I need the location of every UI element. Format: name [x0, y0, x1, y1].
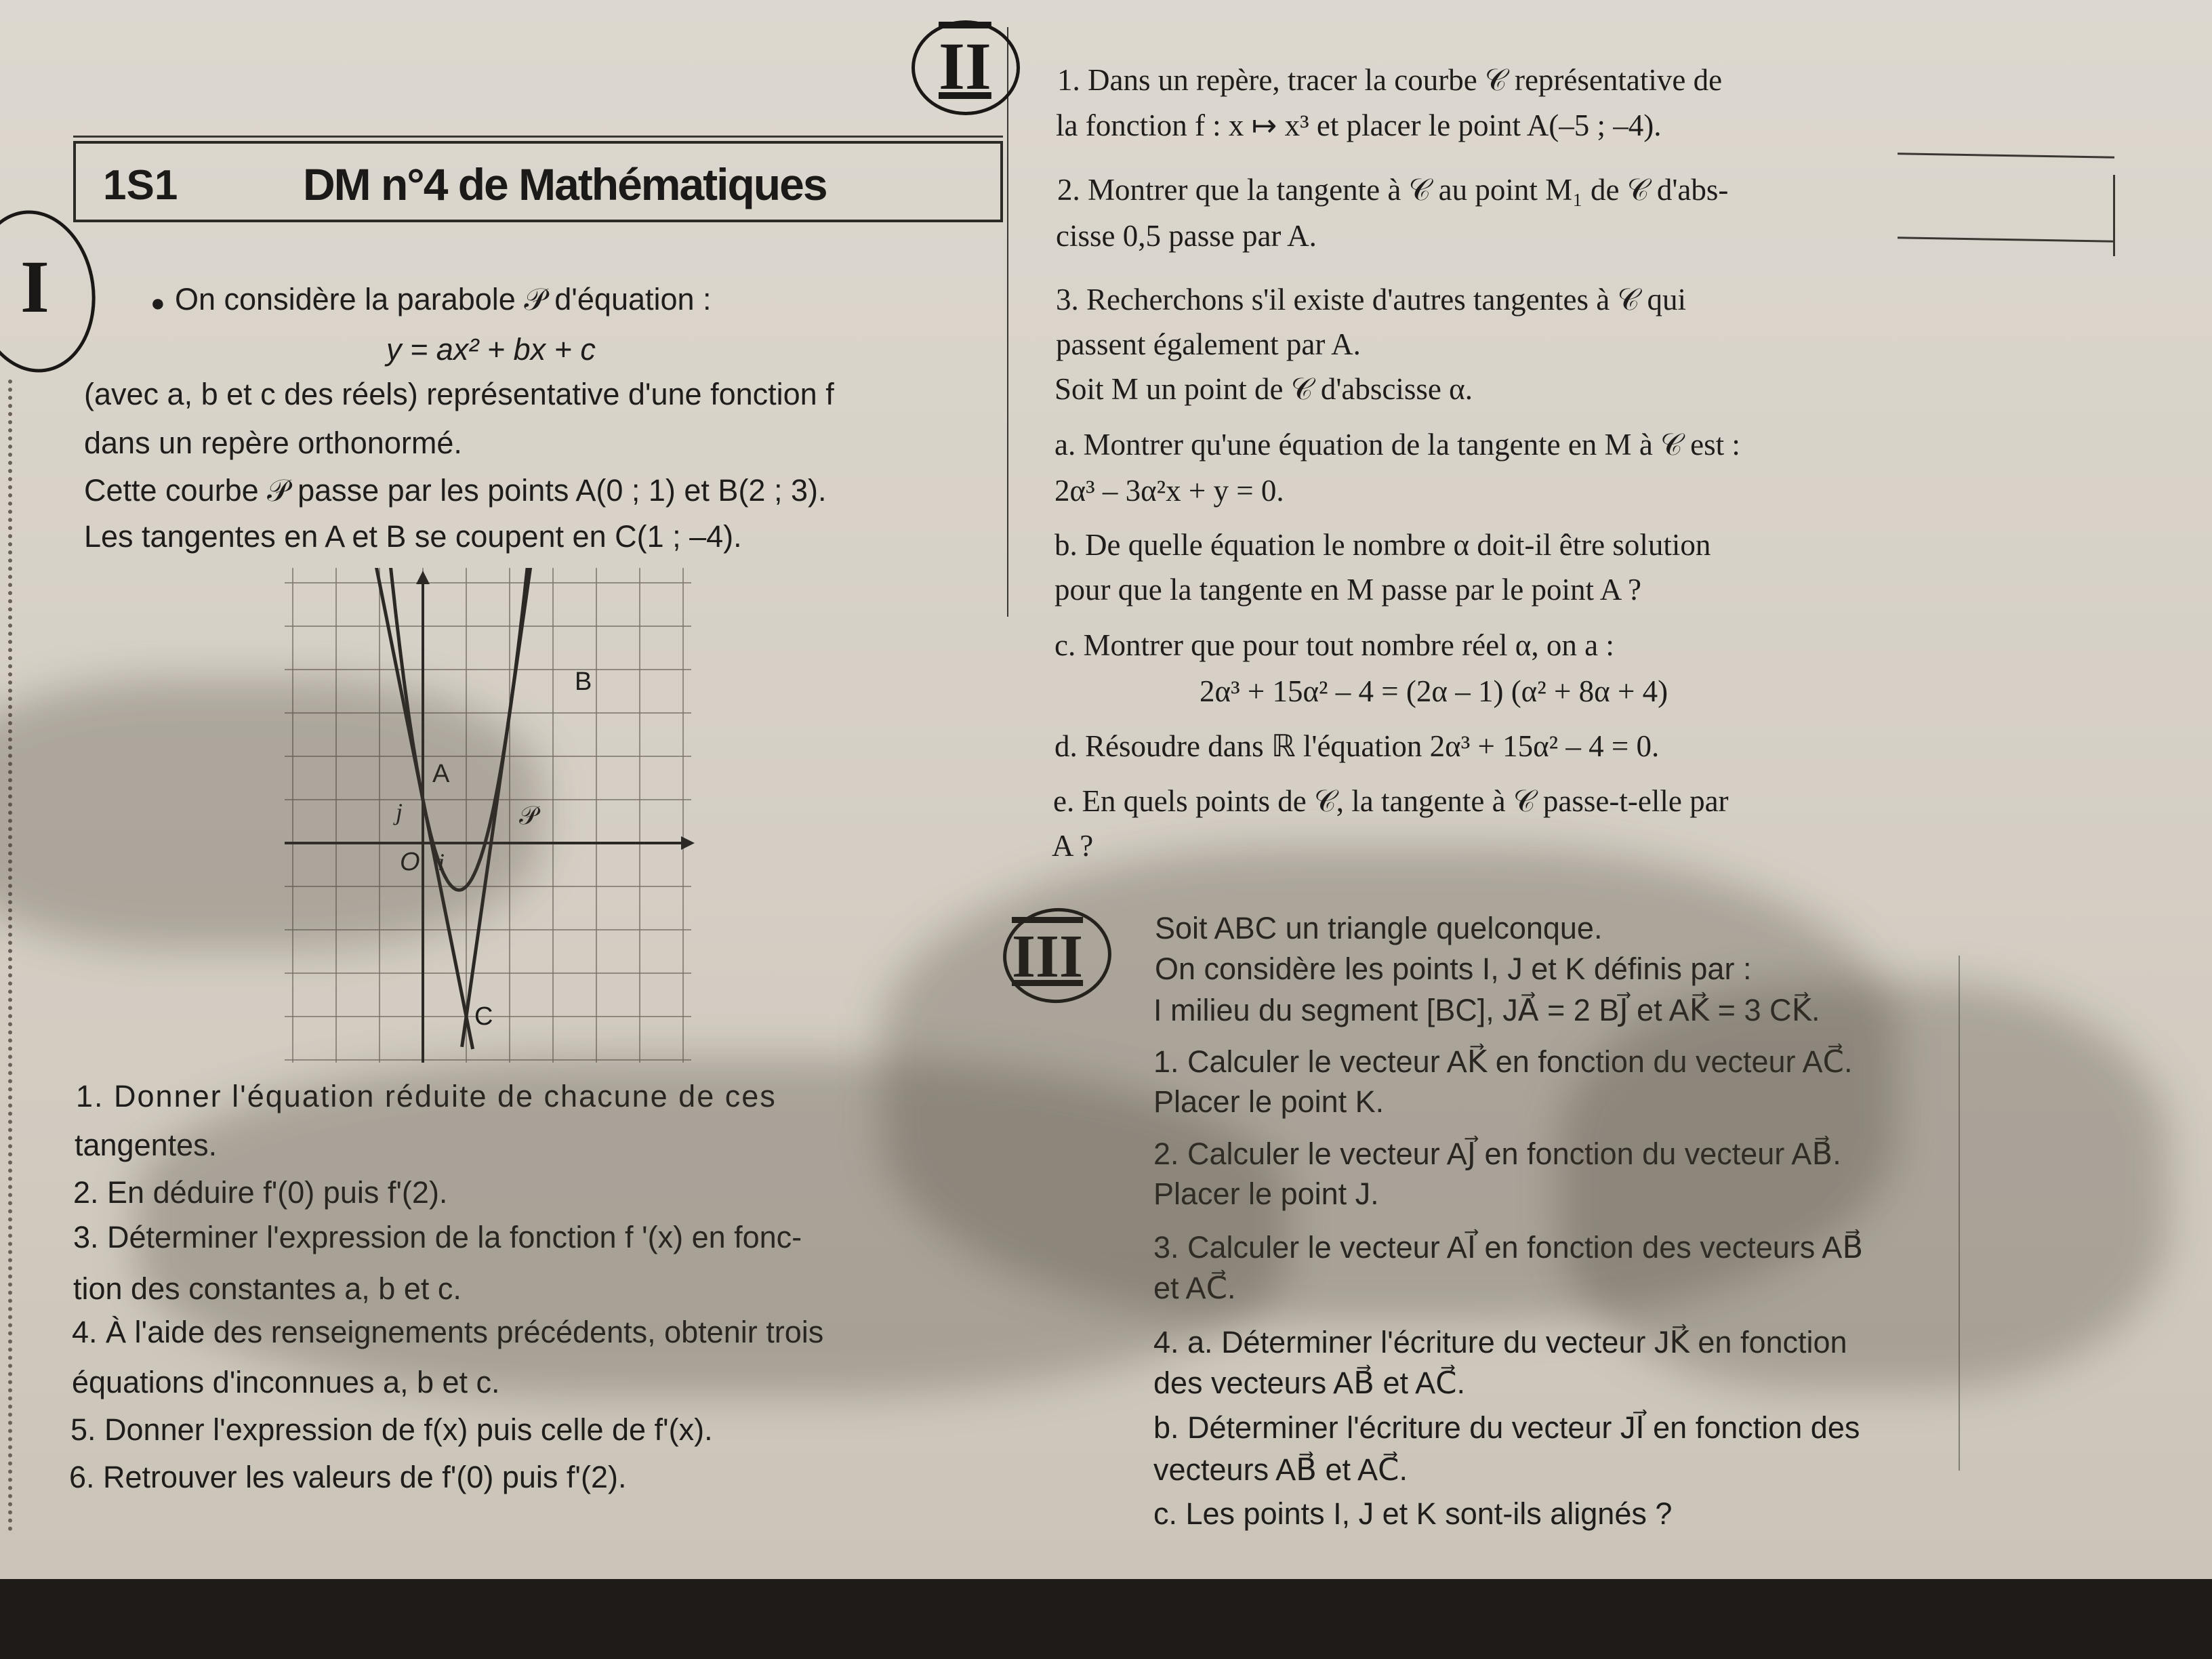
ex1-q3-line2: tion des constantes a, b et c. — [73, 1271, 462, 1306]
bullet-icon: ● — [150, 289, 165, 316]
ex3-line-7: Placer le point J. — [1153, 1176, 1379, 1211]
right-box-side — [2113, 175, 2115, 256]
ex2-line-10: b. De quelle équation le nombre α doit-il être solution — [1054, 528, 1711, 562]
header-box — [73, 141, 1003, 222]
ex3-line-12: b. Déterminer l'écriture du vecteur JI⃗ en fonction des — [1153, 1410, 1860, 1445]
ex2-line-16: A ? — [1052, 829, 1094, 863]
ex1-equation: y = ax² + bx + c — [386, 332, 596, 367]
ex2-line-5: 3. Recherchons s'il existe d'autres tangentes à 𝒞 qui — [1056, 283, 1687, 316]
ex1-intro-4: Cette courbe 𝒫 passe par les points A(0 ; 1) et B(2 ; 3). — [84, 473, 827, 508]
ex1-q2: 2. En déduire f'(0) puis f'(2). — [73, 1175, 448, 1210]
left-margin-dots — [8, 380, 12, 1532]
exercise-2-mark-label: II — [939, 28, 991, 104]
label-i: i — [438, 848, 445, 876]
ex1-q1-line2: tangentes. — [75, 1128, 218, 1162]
ex3-line-13: vecteurs AB⃗ et AC⃗. — [1153, 1452, 1408, 1487]
exercise-3-mark-label: III — [1012, 923, 1084, 990]
ex1-q6: 6. Retrouver les valeurs de f'(0) puis f'(2). — [69, 1460, 627, 1494]
y-axis-arrow — [416, 571, 430, 584]
x-axis-arrow — [681, 836, 695, 850]
label-c: C — [474, 1002, 493, 1031]
exercise-1-mark — [0, 203, 106, 381]
exercise-1-mark-label: I — [20, 245, 49, 328]
ex1-q1-line1: 1. Donner l'équation réduite de chacune de ces — [76, 1079, 777, 1113]
ex2-line-11: pour que la tangente en M passe par le point A ? — [1054, 573, 1642, 607]
ex1-q3-line1: 3. Déterminer l'expression de la fonction f '(x) en fonc- — [73, 1220, 802, 1254]
ex1-intro-3: dans un repère orthonormé. — [84, 426, 462, 460]
ex1-q5: 5. Donner l'expression de f(x) puis celle de f'(x). — [70, 1412, 713, 1447]
label-a: A — [432, 760, 450, 788]
ex2-line-3: 2. Montrer que la tangente à 𝒞 au point M₁ de 𝒞 d'abs- — [1057, 173, 1729, 207]
ex1-q4-line1: 4. À l'aide des renseignements précédents, obtenir trois — [72, 1315, 824, 1349]
ex1-intro-2: (avec a, b et c des réels) représentative d'une fonction f — [84, 377, 834, 411]
top-rule — [73, 136, 1003, 138]
ex2-line-9: 2α³ – 3α²x + y = 0. — [1054, 474, 1284, 508]
ex1-intro-1: On considère la parabole 𝒫 d'équation : — [175, 282, 712, 316]
ex3-line-11: des vecteurs AB⃗ et AC⃗. — [1153, 1366, 1466, 1400]
ex3-line-4: 1. Calculer le vecteur AK⃗ en fonction du vecteur AC⃗. — [1153, 1044, 1853, 1079]
page-title: DM n°4 de Mathématiques — [303, 159, 827, 209]
label-b: B — [575, 668, 592, 696]
ex3-line-10: 4. a. Déterminer l'écriture du vecteur JK⃗ en fonction — [1153, 1325, 1847, 1359]
ex3-line-9: et AC⃗. — [1153, 1271, 1236, 1305]
ex2-line-4: cisse 0,5 passe par A. — [1056, 219, 1317, 253]
label-j: j — [396, 798, 403, 825]
ex3-line-8: 3. Calculer le vecteur AI⃗ en fonction des vecteurs AB⃗ — [1153, 1230, 1864, 1265]
class-label: 1S1 — [103, 162, 178, 209]
ex2-line-7: Soit M un point de 𝒞 d'abscisse α. — [1054, 372, 1473, 406]
ex3-line-3: I milieu du segment [BC], JA⃗ = 2 BJ⃗ et AK⃗ = 3 CK⃗. — [1153, 993, 1820, 1027]
ex2-line-6: passent également par A. — [1056, 327, 1361, 361]
ex3-line-5: Placer le point K. — [1153, 1084, 1385, 1119]
label-p: 𝒫 — [519, 802, 538, 830]
hand-shadow-1 — [0, 678, 542, 949]
hand-shadow-4 — [1559, 983, 2169, 1389]
ex2-line-8: a. Montrer qu'une équation de la tangente en M à 𝒞 est : — [1054, 428, 1740, 462]
ex3-line-14: c. Les points I, J et K sont-ils alignés ? — [1153, 1496, 1673, 1531]
column-divider-top — [1007, 27, 1008, 617]
ex2-line-13: 2α³ + 15α² – 4 = (2α – 1) (α² + 8α + 4) — [1200, 674, 1668, 708]
ex2-line-14: d. Résoudre dans ℝ l'équation 2α³ + 15α² – 4 = 0. — [1054, 729, 1660, 763]
ex2-line-1: 1. Dans un repère, tracer la courbe 𝒞 représentative de — [1057, 63, 1723, 97]
ex3-line-6: 2. Calculer le vecteur AJ⃗ en fonction du vecteur AB⃗. — [1153, 1136, 1841, 1171]
ex3-line-2: On considère les points I, J et K définis par : — [1155, 951, 1752, 986]
ex2-line-15: e. En quels points de 𝒞, la tangente à 𝒞 passe-t-elle par — [1053, 784, 1729, 818]
ex2-line-12: c. Montrer que pour tout nombre réel α, on a : — [1054, 628, 1614, 662]
label-o: O — [400, 848, 420, 876]
ex1-q4-line2: équations d'inconnues a, b et c. — [72, 1365, 500, 1399]
ex3-line-1: Soit ABC un triangle quelconque. — [1155, 911, 1603, 945]
ex1-intro-5: Les tangentes en A et B se coupent en C(1 ; –4). — [84, 519, 742, 554]
right-box-bottom — [1898, 237, 2114, 243]
desk-background — [0, 1579, 2212, 1659]
right-box-top — [1898, 152, 2114, 159]
ex2-line-2: la fonction f : x ↦ x³ et placer le point A(–5 ; –4). — [1056, 108, 1662, 142]
